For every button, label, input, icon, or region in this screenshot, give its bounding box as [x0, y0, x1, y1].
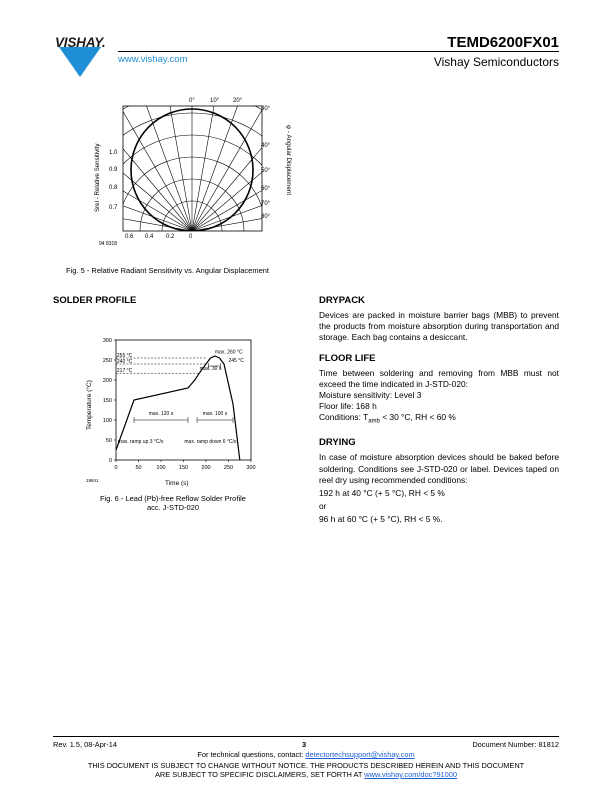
- drying-option-2: 96 h at 60 °C (+ 5 °C), RH < 5 %.: [319, 514, 443, 525]
- chart-annotation: max. 100 s: [202, 411, 228, 418]
- drying-option-1: 192 h at 40 °C (+ 5 °C), RH < 5 %: [319, 487, 445, 498]
- chart-annotation: max. ramp down 6 °C/s: [184, 439, 237, 446]
- cond-sub: amb: [368, 419, 380, 426]
- fig5-rlabel: φ - Angular Displacement: [285, 125, 292, 196]
- bottom-02-label: 0.2: [166, 234, 175, 240]
- angle-70-label: 70°: [261, 201, 271, 207]
- bottom-0-label: 0: [189, 234, 193, 240]
- chart-annotation: 245 °C: [228, 358, 244, 364]
- part-number: TEMD6200FX01: [447, 34, 559, 51]
- y-tick-label: 0: [108, 458, 112, 464]
- y-tick-label: 150: [102, 398, 112, 404]
- cond-suffix: < 30 °C, RH < 60 %: [379, 412, 456, 423]
- drypack-text: Devices are packed in moisture barrier bags (MBB) to prevent the products from moisture absorption during transportation and storage. Each bag contains a desiccant.: [319, 310, 559, 343]
- footer-disclaimer-2: [53, 770, 559, 779]
- drypack-title: DRYPACK: [319, 295, 365, 306]
- srel-08-label: 0.8: [109, 185, 118, 191]
- chart-annotation: max. 30 s: [199, 366, 222, 372]
- floor-life-hours: Floor life: 168 h: [319, 401, 377, 412]
- moisture-sensitivity: Moisture sensitivity: Level 3: [319, 390, 422, 401]
- footer-contact: [53, 750, 559, 759]
- solder-profile-chart: [78, 330, 268, 490]
- srel-1-label: 1.0: [109, 150, 118, 156]
- header-divider: [118, 51, 559, 52]
- angle-40-label: 40°: [261, 143, 271, 149]
- srel-07-label: 0.7: [109, 205, 118, 211]
- y-tick-label: 300: [102, 338, 112, 344]
- y-tick-label: 50: [105, 438, 112, 444]
- drying-or: or: [319, 501, 327, 512]
- right-column: [319, 295, 559, 526]
- x-tick-label: 250: [223, 465, 234, 471]
- cond-prefix: Conditions: T: [319, 412, 369, 423]
- chart-annotation: 240 °C: [116, 358, 133, 365]
- fig6-caption: [78, 494, 268, 512]
- angle-60-label: 60°: [261, 186, 271, 192]
- angle-80-label: 80°: [261, 214, 271, 220]
- angle-0-label: 0°: [189, 98, 195, 104]
- solder-profile-title: SOLDER PROFILE: [53, 295, 137, 306]
- disclaimer-link[interactable]: www.vishay.com/doc?91000: [364, 770, 457, 779]
- x-tick-label: 100: [156, 465, 166, 471]
- bottom-04-label: 0.4: [145, 234, 154, 240]
- polar-frame: [123, 106, 262, 231]
- footer-revision: Rev. 1.5, 08-Apr-14: [53, 740, 117, 749]
- footer-divider: [53, 736, 559, 737]
- logo-triangle-icon: [59, 47, 101, 77]
- footer-disclaimer-1: THIS DOCUMENT IS SUBJECT TO CHANGE WITHOUT NOTICE. THE PRODUCTS DESCRIBED HEREIN AND THIS DOCUMENT: [87, 761, 525, 770]
- fig5-caption: Fig. 5 - Relative Radiant Sensitivity vs. Angular Displacement: [66, 266, 270, 275]
- disclaimer-prefix: ARE SUBJECT TO SPECIFIC DISCLAIMERS, SET FORTH AT: [154, 770, 365, 779]
- fig5-ylabel: Srel - Relative Sensitivity: [94, 143, 101, 212]
- fig5-code: 94 8318: [99, 241, 118, 247]
- website-link[interactable]: www.vishay.com: [118, 54, 188, 65]
- drying-title: DRYING: [319, 437, 356, 449]
- angle-50-label: 50°: [261, 168, 271, 174]
- x-tick-label: 300: [246, 465, 256, 471]
- fig6-caption-line2: acc. J-STD-020: [146, 503, 200, 512]
- srel-09-label: 0.9: [109, 167, 118, 173]
- chart-annotation: max. ramp up 3 °C/s: [117, 439, 164, 446]
- solder-ylabel: Temperature (°C): [86, 380, 93, 430]
- y-tick-label: 250: [102, 358, 112, 364]
- company-name: Vishay Semiconductors: [433, 55, 559, 69]
- fig6-caption-line1: Fig. 6 - Lead (Pb)-free Reflow Solder Profile: [100, 494, 246, 503]
- x-tick-label: 50: [135, 465, 142, 471]
- y-tick-label: 200: [102, 378, 112, 384]
- angle-20-label: 20°: [233, 98, 243, 104]
- angle-10-label: 10°: [210, 98, 220, 104]
- support-email-link[interactable]: detectortechsupport@vishay.com: [305, 750, 415, 759]
- chart-annotation: 255 °C: [116, 352, 133, 359]
- chart-annotation: max. 260 °C: [215, 349, 243, 356]
- polar-grid: [85, 90, 315, 250]
- fig5-polar-diagram: [85, 90, 315, 250]
- footer-doc-number: Document Number: 81812: [472, 740, 559, 749]
- solder-chart-code: 19841: [86, 478, 99, 483]
- floor-life-conditions: [319, 412, 559, 428]
- x-tick-label: 200: [201, 465, 211, 471]
- floor-life-text: Time between soldering and removing from MBB must not exceed the time indicated in J-STD-020:: [319, 367, 559, 389]
- floor-life-title: FLOOR LIFE: [319, 352, 376, 364]
- x-tick-label: 0: [114, 465, 118, 471]
- chart-annotation: max. 120 s: [148, 411, 174, 418]
- y-tick-label: 100: [102, 418, 112, 424]
- chart-annotation: 217 °C: [116, 368, 133, 374]
- contact-prefix: For technical questions, contact:: [197, 750, 306, 759]
- bottom-06-label: 0.6: [125, 234, 134, 240]
- solder-xlabel: Time (s): [165, 480, 189, 487]
- logo-text: VISHAY.: [55, 35, 106, 50]
- x-tick-label: 150: [178, 465, 189, 471]
- solder-plot-area: [103, 338, 256, 471]
- drying-text: In case of moisture absorption devices should be baked before soldering. Conditions see J-STD-020 or label. Devices taped on reel dry using recommended conditions:: [319, 452, 559, 485]
- angle-30-label: 30°: [261, 106, 271, 112]
- footer-page-number: 3: [302, 740, 307, 749]
